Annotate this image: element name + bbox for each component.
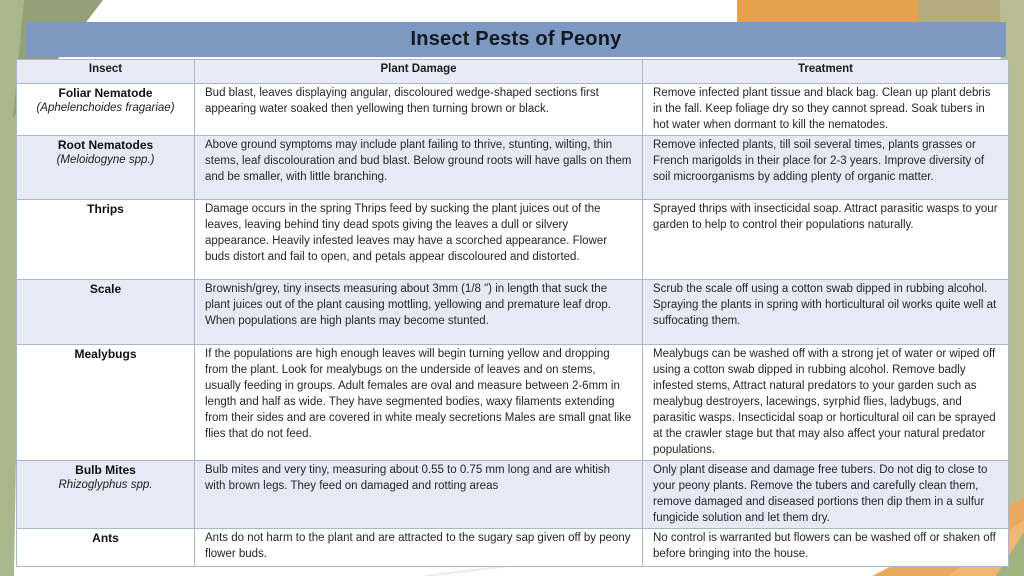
row-foliar-nematode (17, 84, 1009, 136)
damage-cell: Brownish/grey, tiny insects measuring about 3mm (1/8 ") in length that suck the plant juices out of the plant causing mottling, yellowing and premature leaf drop. When populations are high plants may become stunted. (195, 280, 643, 345)
row-ants (17, 529, 1009, 567)
insect-name: Foliar Nematode (58, 86, 153, 100)
damage-cell: Above ground symptoms may include plant failing to thrive, stunting, wilting, thin stems, leaf discolouration and bud blast. Below ground roots will have galls on them and be smaller, with little branching. (195, 136, 643, 200)
table-header-row (17, 60, 1009, 84)
insect-name: Thrips (87, 202, 124, 216)
insect-cell (17, 461, 195, 529)
insect-cell (17, 200, 195, 280)
column-header-insect: Insect (17, 60, 195, 84)
treatment-cell: No control is warranted but flowers can be washed off or shaken off before bringing into the house. (643, 529, 1009, 567)
damage-cell: Bud blast, leaves displaying angular, discoloured wedge-shaped sections first appearing water soaked then yellowing then turning brown or black. (195, 84, 643, 136)
insect-cell (17, 280, 195, 345)
treatment-cell: Only plant disease and damage free tubers. Do not dig to close to your peony plants. Remove the tubers and carefully clean them, remove damaged and diseased portions then dip them in a sulfur fungicide solution and let them dry. (643, 461, 1009, 529)
row-root-nematodes (17, 136, 1009, 200)
insect-cell (17, 529, 195, 567)
row-scale (17, 280, 1009, 345)
insect-latin-name: Rhizoglyphus spp. (58, 479, 153, 491)
insect-name: Mealybugs (74, 347, 137, 361)
row-bulb-mites (17, 461, 1009, 529)
insect-latin-name: (Aphelenchoides fragariae) (36, 102, 175, 114)
insect-cell (17, 136, 195, 200)
slide-title-bar (26, 22, 1006, 57)
treatment-cell: Scrub the scale off using a cotton swab dipped in rubbing alcohol. Spraying the plants in spring with horticultural oil works quite well at suffocating them. (643, 280, 1009, 345)
insect-latin-name: (Meloidogyne spp.) (56, 154, 155, 166)
slide-title: Insect Pests of Peony (410, 28, 622, 50)
column-header-plant-damage: Plant Damage (195, 60, 643, 84)
pest-table (16, 59, 1009, 567)
damage-cell: If the populations are high enough leaves will begin turning yellow and dropping from the plant. Look for mealybugs on the underside of leaves and on stems, usually feeding in groups. Adult females are oval and measure between 2-6mm in length and half as wide. They have segmented bodies, waxy filaments extending from their sides and are covered in white mealy secretions Males are small gnat like flies that do not feed. (195, 345, 643, 461)
treatment-cell: Remove infected plants, till soil several times, plants grasses or French marigolds in their place for 2-3 years. Improve diversity of soil microorganisms by adding plenty of organic matter. (643, 136, 1009, 200)
insect-name: Root Nematodes (57, 138, 154, 152)
treatment-cell: Mealybugs can be washed off with a strong jet of water or wiped off using a cotton swab dipped in rubbing alcohol. Remove badly infested stems, Attract natural predators to your garden such as mealybug destroyers, lacewings, syrphid flies, ladybugs, and parasitic wasps. Insecticidal soap or horticultural oil can be sprayed at the crawler stage but that may also affect your natural predator populations. (643, 345, 1009, 461)
row-thrips (17, 200, 1009, 280)
insect-name: Scale (89, 282, 122, 296)
damage-cell: Bulb mites and very tiny, measuring about 0.55 to 0.75 mm long and are whitish with brown legs. They feed on damaged and rotting areas (195, 461, 643, 529)
insect-name: Ants (92, 531, 119, 545)
insect-cell (17, 345, 195, 461)
column-header-treatment: Treatment (643, 60, 1009, 84)
insect-cell (17, 84, 195, 136)
damage-cell: Ants do not harm to the plant and are attracted to the sugary sap given off by peony flower buds. (195, 529, 643, 567)
treatment-cell: Remove infected plant tissue and black bag. Clean up plant debris in the fall. Keep foliage dry so they cannot spread. Soak tubers in hot water when dormant to kill the nematodes. (643, 84, 1009, 136)
damage-cell: Damage occurs in the spring Thrips feed by sucking the plant juices out of the leaves, leaving behind tiny dead spots giving the leaves a dull or silvery appearance. Heavily infested leaves may have a scorched appearance. Flower buds distort and fail to open, and petals appear discoloured and distorted. (195, 200, 643, 280)
row-mealybugs (17, 345, 1009, 461)
treatment-cell: Sprayed thrips with insecticidal soap. Attract parasitic wasps to your garden to help to control their populations naturally. (643, 200, 1009, 280)
insect-name: Bulb Mites (75, 463, 136, 477)
